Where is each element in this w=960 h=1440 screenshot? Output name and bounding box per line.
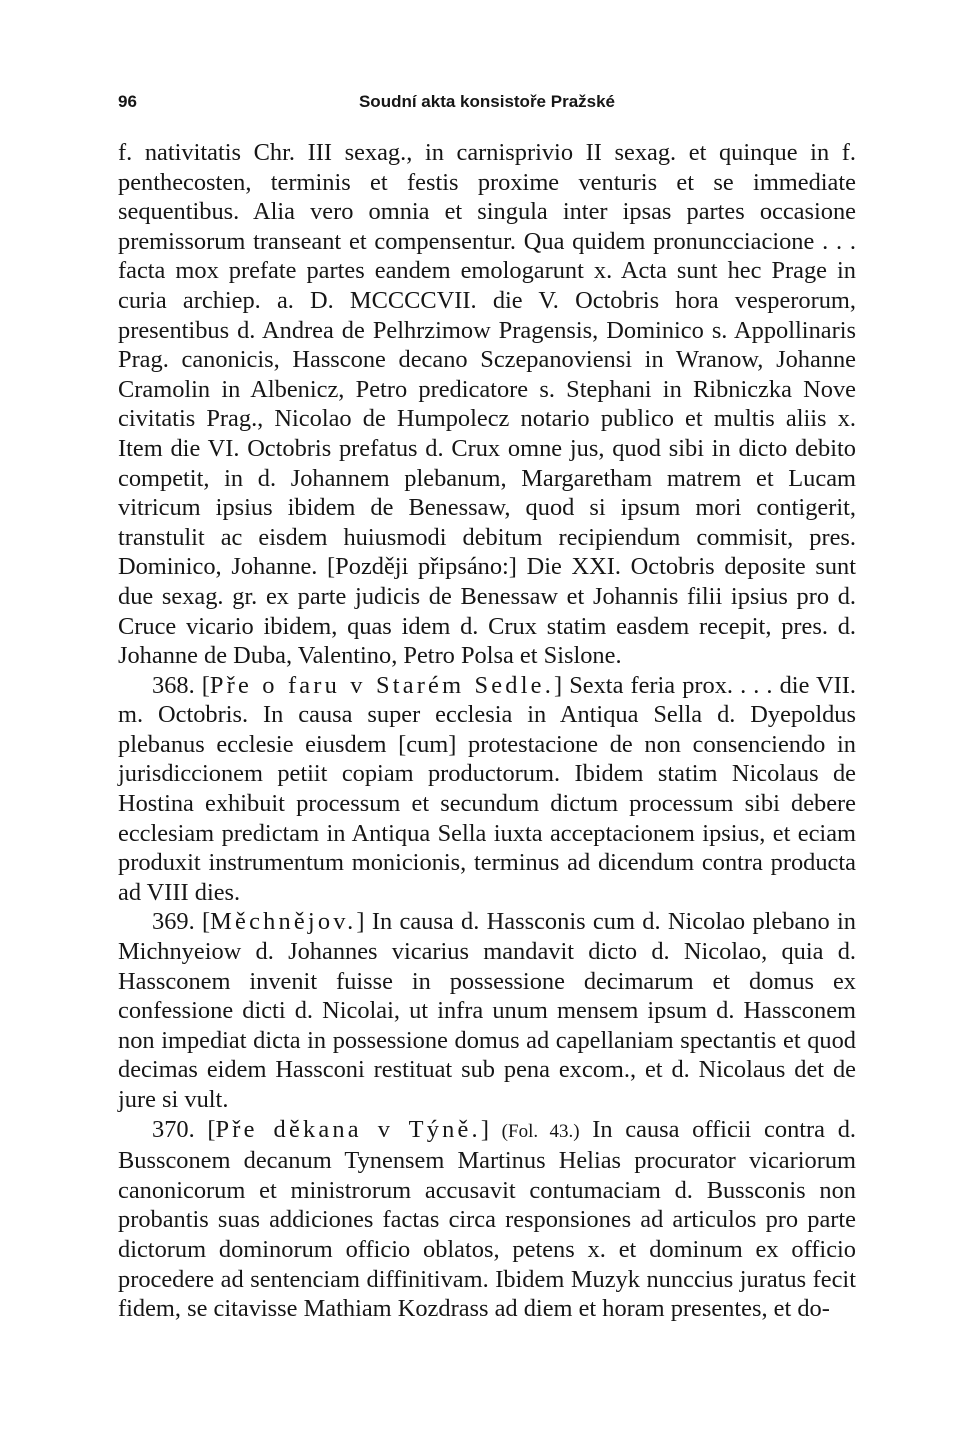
entry-text: In causa officii contra d. Bussconem decanum Tynensem Martinus Helias procurator vicariorum canonicorum et ministrorum accusavit contumaciam d. Bussconis non probantis suas addiciones factas circa responsiones ad articulos pro parte dictorum dominorum officio oblatos, petens x. et dominum ex officio procedere ad sentenciam diffinitivam. Ibidem Muzyk nunccius juratus fecit fidem, se citavisse Mathiam Kozdrass ad diem et horam presentes, et do- bbox=[118, 1115, 856, 1323]
entry-369: 369. [Měchnějov.] In causa d. Hassconis cum d. Nicolao plebano in Michnyeiow d. Johannes vicarius mandavit dicto d. Nicolao, quia d. Hassconem invenit fuisse in possessione decimarum et domus ex confessione dicti d. Nicolai, ut infra unum mensem ipsum d. Hassconem non impediat dicta in possessione domus ad capellaniam spectantis et quod decimas eidem Hassconi restituat sub pena excom., et d. Nicolaus det de jure si vult. bbox=[118, 908, 856, 1113]
entry-heading: Pře děkana v Týně. bbox=[215, 1115, 481, 1143]
page-number: 96 bbox=[118, 92, 137, 111]
running-title: Soudní akta konsistoře Pražské bbox=[358, 92, 616, 111]
entry-number: 368. bbox=[152, 671, 195, 699]
entry-368: 368. [Pře o faru v Starém Sedle.] Sexta feria prox. . . . die VII. m. Octobris. In causa super ecclesia in Antiqua Sella d. Dyepoldus plebanus ecclesie eiusdem [cum] protestacione de non consenciendo in jurisdiccionem petiit copiam productorum. Ibidem statim Nicolaus de Hostina exhibuit processum et secundum dictum processum sibi debere ecclesiam predictam in Antiqua Sella iuxta acceptacionem ipsius, et eciam produxit instrumentum monicionis, terminus ad dicendum contra producta ad VIII dies. bbox=[118, 671, 856, 906]
entry-number: 370. bbox=[152, 1115, 195, 1143]
entry-number: 369. bbox=[152, 908, 195, 936]
entry-370: 370. [Pře děkana v Týně.] (Fol. 43.) In causa officii contra d. Bussconem decanum Tynensem Martinus Helias procurator vicariorum canonicorum et ministrorum accusavit contumaciam d. Bussconis non probantis suas addiciones factas circa responsiones ad articulos pro parte dictorum dominorum officio oblatos, petens x. et dominum ex officio procedere ad sentenciam diffinitivam. Ibidem Muzyk nunccius juratus fecit fidem, se citavisse Mathiam Kozdrass ad diem et horam presentes, et do- bbox=[118, 1115, 856, 1323]
entry-heading: Pře o faru v Starém Sedle. bbox=[209, 671, 554, 699]
entry-heading: Měchnějov. bbox=[210, 908, 357, 936]
body-text bbox=[118, 138, 856, 1324]
folio-reference: (Fol. 43.) bbox=[501, 1120, 580, 1142]
entry-text: Sexta feria prox. . . . die VII. m. Octobris. In causa super ecclesia in Antiqua Sella d. Dyepoldus plebanus ecclesie eiusdem [cum] protestacione de non consenciendo in jurisdiccionem petiit copiam productorum. Ibidem statim Nicolaus de Hostina exhibuit processum et secundum dictum processum sibi debere ecclesiam predictam in Antiqua Sella iuxta acceptacionem ipsius, et eciam produxit instrumentum monicionis, terminus ad dicendum contra producta ad VIII dies. bbox=[118, 671, 856, 906]
paragraph-text: f. nativitatis Chr. III sexag., in carnisprivio II sexag. et quinque in f. penthecosten, terminis et festis proxime venturis et se immediate sequentibus. Alia vero omnia et singula inter ipsas partes occasione premissorum transeant et compensentur. Qua quidem pronuncciacione . . . facta mox prefate partes eandem emologarunt x. Acta sunt hec Prage in curia archiep. a. D. MCCCCVII. die V. Octobris hora vesperorum, presentibus d. Andrea de Pelhrzimow Pragensis, Dominico s. Appollinaris Prag. canonicis, Hasscone decano Sczepanoviensi in Wranow, Johanne Cramolin in Albenicz, Petro predicatore s. Stephani in Ribniczka Nove civitatis Prag., Nicolao de Humpolecz notario publico et multis aliis x. Item die VI. Octobris prefatus d. Crux omne jus, quod sibi in dicto debito competit, in d. Johannem plebanum, Margaretham matrem et Lucam vitricum ipsius ibidem de Benessaw, quod si ipsum mori contigerit, transtulit ac eisdem huiusmodi debitum recipiendum commisit, pres. Dominico, Johanne. [Později připsáno:] Die XXI. Octobris deposite sunt due sexag. gr. ex parte judicis de Benessaw et Johannis filii ipsius pro d. Cruce vicario ibidem, quas idem d. Crux statim easdem recepit, pres. d. Johanne de Duba, Valentino, Petro Polsa et Sislone. bbox=[118, 139, 856, 670]
entry-text: In causa d. Hassconis cum d. Nicolao plebano in Michnyeiow d. Johannes vicarius mandavit dicto d. Nicolao, quia d. Hassconem invenit fuisse in possessione decimarum et domus ex confessione dicti d. Nicolai, ut infra unum mensem ipsum d. Hassconem non impediat dicta in possessione domus ad capellaniam spectantis et quod decimas eidem Hassconi restituat sub pena excom., et d. Nicolaus det de jure si vult. bbox=[118, 908, 856, 1113]
page-header bbox=[118, 86, 856, 116]
paragraph-continuation bbox=[118, 138, 856, 671]
